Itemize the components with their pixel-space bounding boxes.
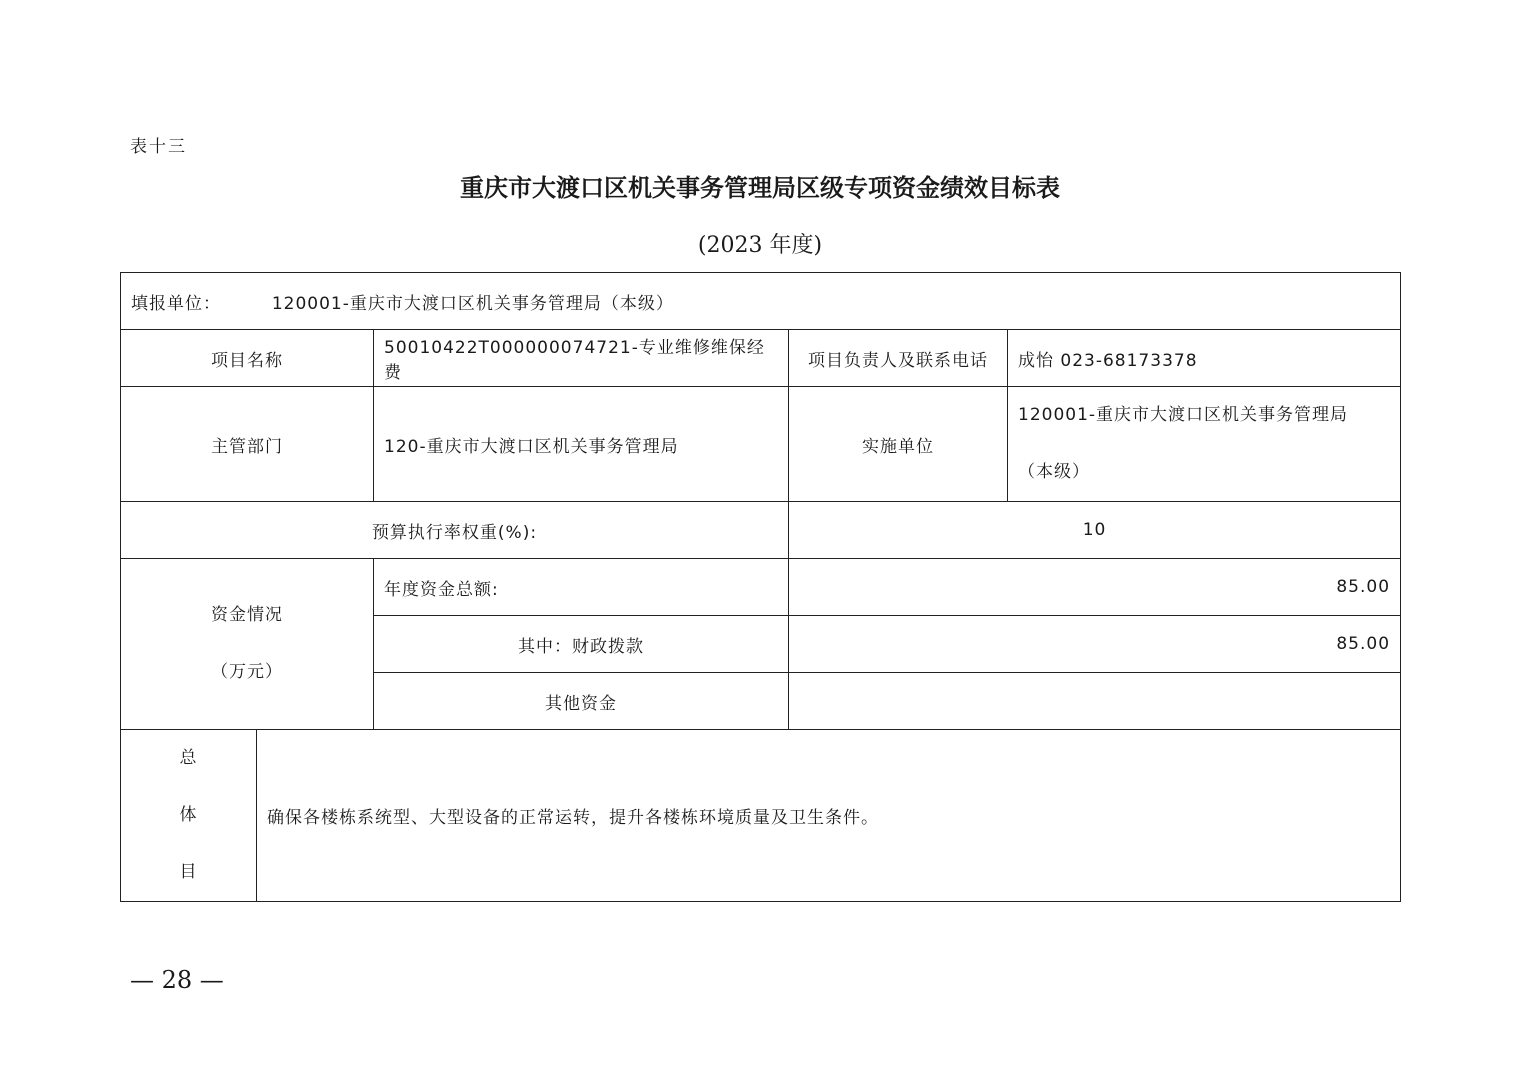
overall-goal-char-1: 总 [179,748,198,768]
reporting-unit-label: 填报单位： [131,293,221,314]
reporting-unit-row [121,273,1401,330]
project-name-value: 50010422T000000074721-专业维修维保经费 [374,330,789,387]
impl-unit-value-line2: （本级） [1018,462,1090,482]
impl-unit-value [1008,387,1401,502]
performance-target-table [120,272,1401,902]
project-contact-label: 项目负责人及联系电话 [789,330,1008,387]
budget-rate-value: 10 [789,502,1401,559]
funds-label-line2: （万元） [211,662,283,682]
impl-unit-value-line1: 120001-重庆市大渡口区机关事务管理局 [1018,405,1349,425]
overall-goal-char-3: 目 [179,862,198,882]
department-row [121,387,1401,502]
overall-goal-text: 确保各楼栋系统型、大型设备的正常运转，提升各楼栋环境质量及卫生条件。 [257,730,1401,902]
dept-value: 120-重庆市大渡口区机关事务管理局 [374,387,789,502]
project-contact-value: 成怡 023-68173378 [1008,330,1401,387]
table-label: 表十三 [130,137,187,157]
annual-total-row [121,559,1401,616]
funds-label [121,559,374,730]
overall-goal-char-2: 体 [179,805,198,825]
document-year: (2023 年度) [697,233,823,258]
project-name-label: 项目名称 [121,330,374,387]
dept-label: 主管部门 [121,387,374,502]
reporting-unit-value: 120001-重庆市大渡口区机关事务管理局（本级） [271,293,674,314]
annual-total-label: 年度资金总额: [374,559,789,616]
fiscal-label: 其中：财政拨款 [374,616,789,673]
reporting-unit-cell [121,273,1401,330]
budget-rate-row [121,502,1401,559]
funds-label-line1: 资金情况 [211,605,283,625]
overall-goal-row [121,730,1401,902]
overall-goal-label [121,730,257,902]
project-name-row [121,330,1401,387]
annual-total-value: 85.00 [789,559,1401,616]
other-funds-label: 其他资金 [374,673,789,730]
fiscal-value: 85.00 [789,616,1401,673]
document-title: 重庆市大渡口区机关事务管理局区级专项资金绩效目标表 [460,173,1060,202]
other-funds-value [789,673,1401,730]
page-number: — 28 — [130,966,224,994]
impl-unit-label: 实施单位 [789,387,1008,502]
budget-rate-label: 预算执行率权重(%): [121,502,789,559]
